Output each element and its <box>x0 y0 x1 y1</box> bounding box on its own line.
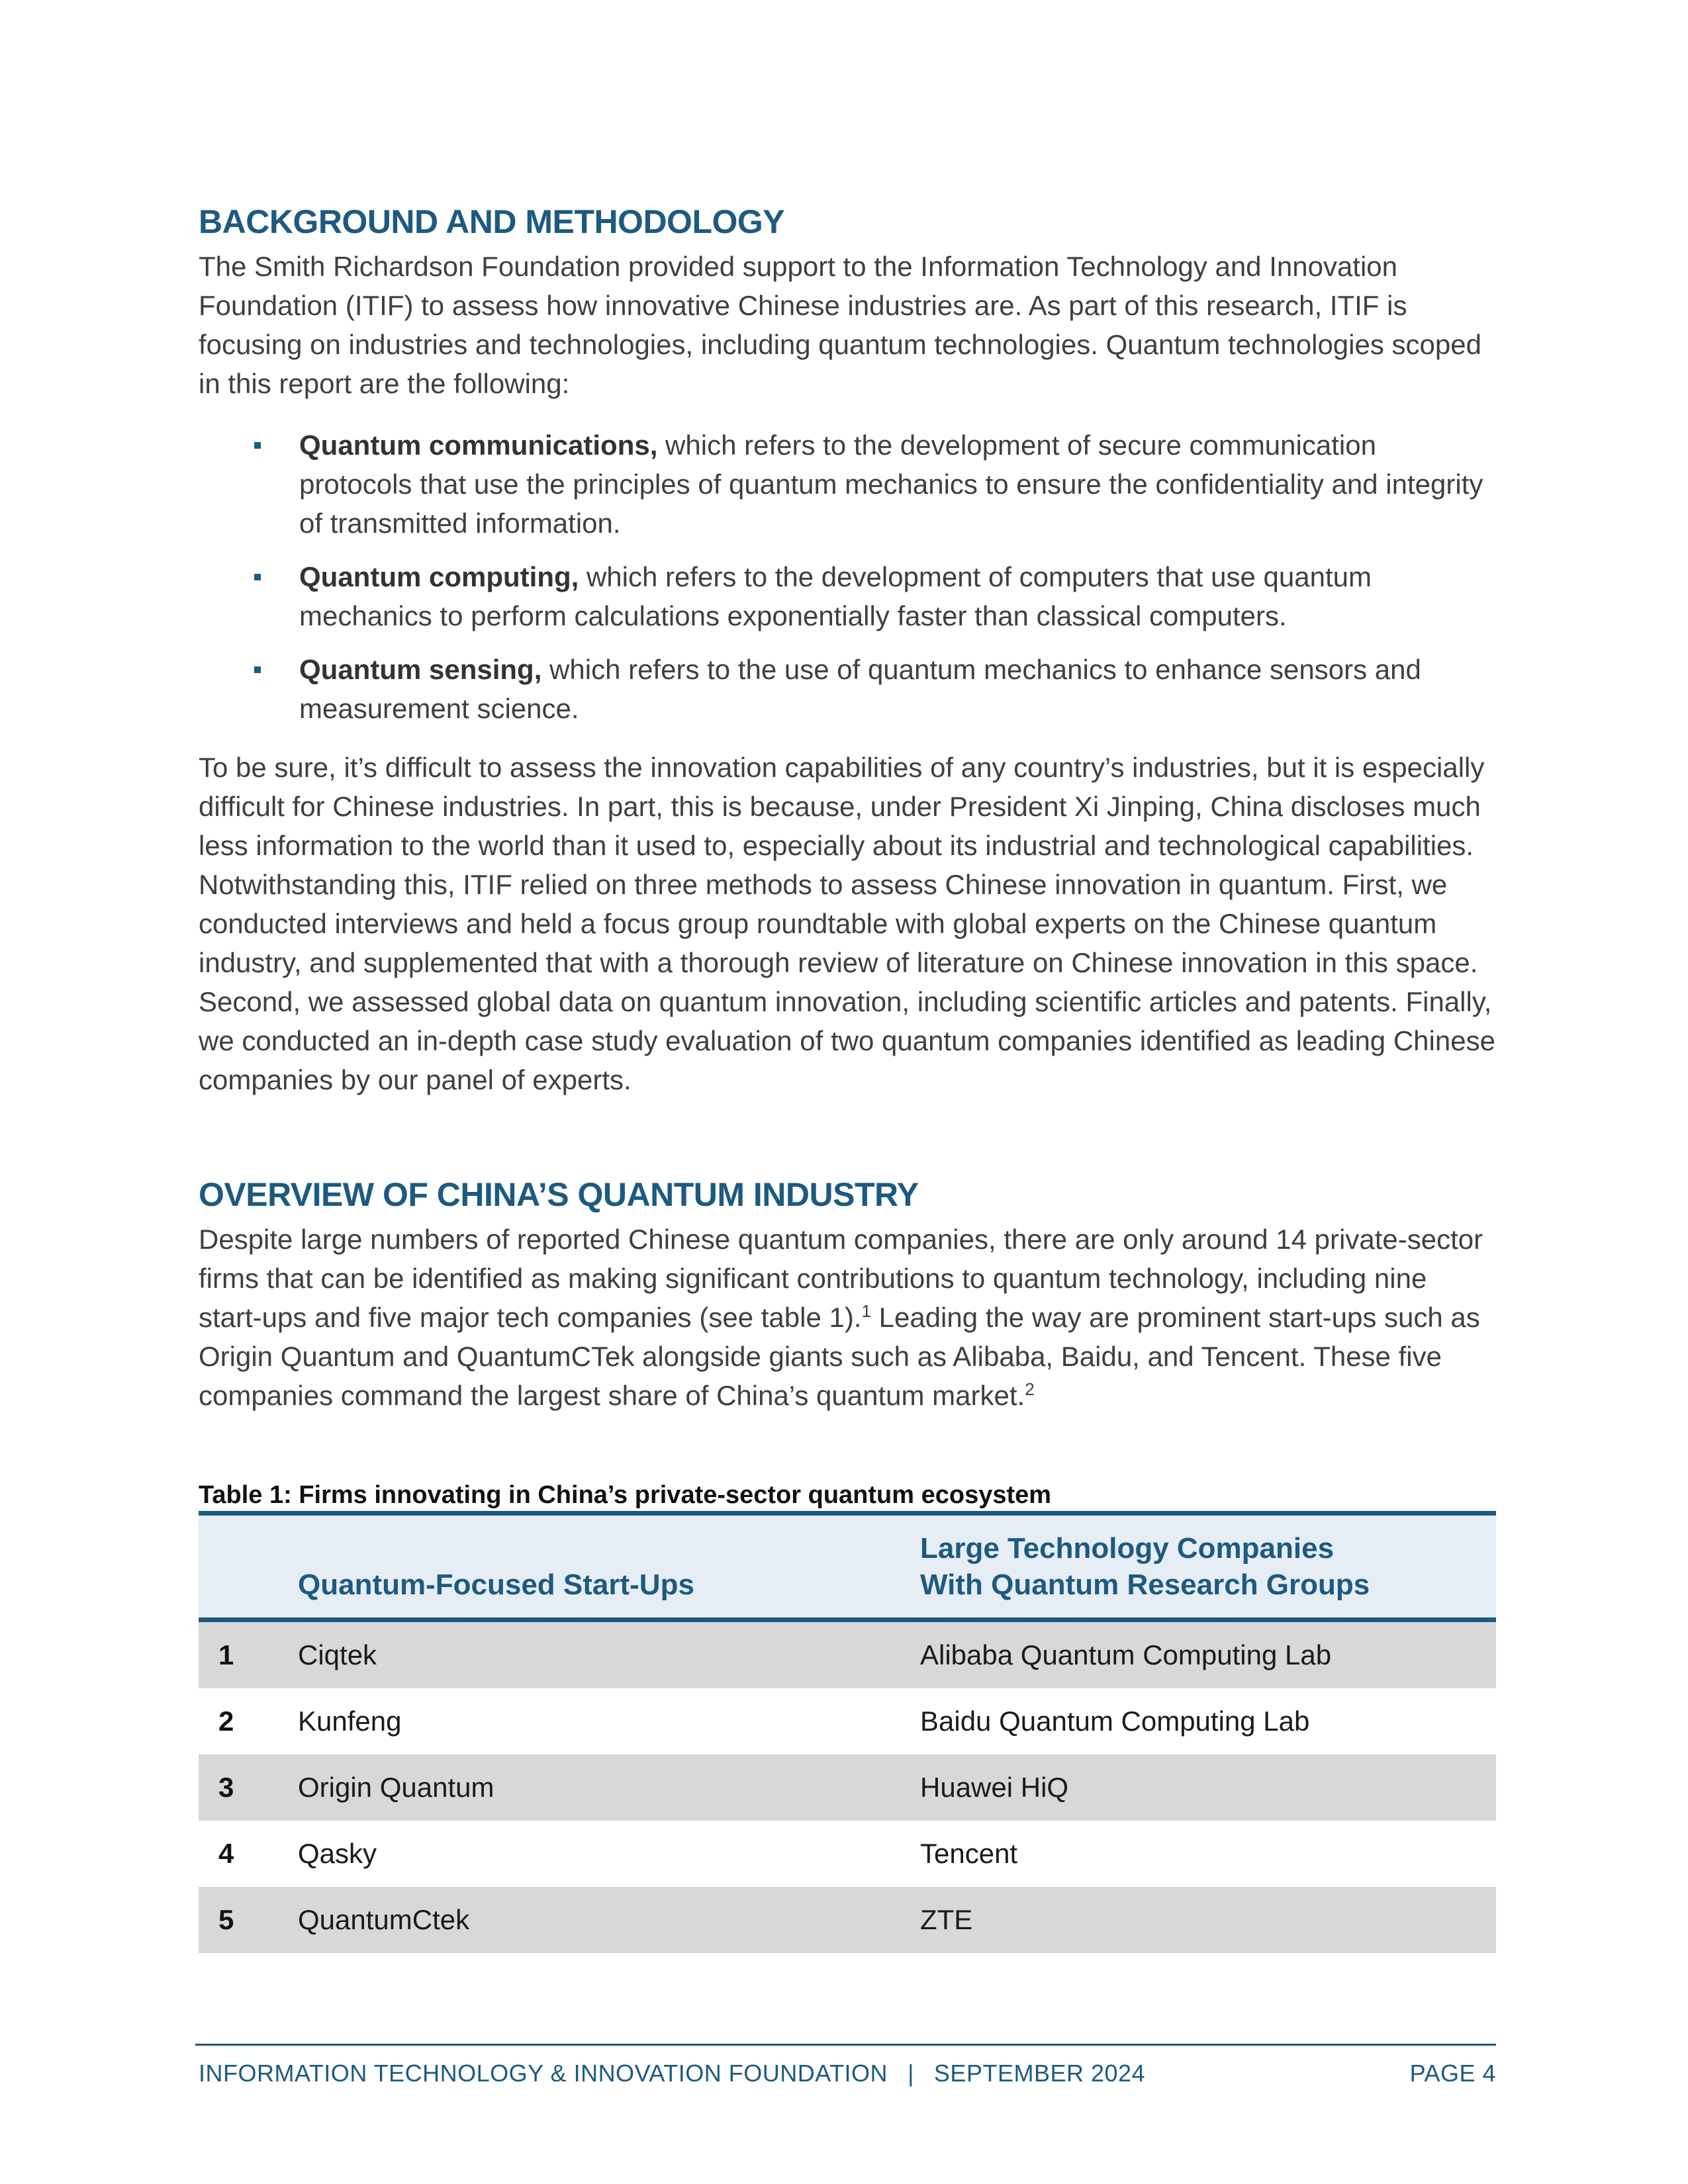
list-item <box>199 426 1496 543</box>
list-item-text: which refers to the development of computers that use quantum mechanics to perform calculations exponentially faster than classical computers. <box>299 561 1372 631</box>
header-number <box>199 1514 298 1620</box>
footer-org: INFORMATION TECHNOLOGY & INNOVATION FOUNDATION <box>199 2060 888 2087</box>
footer-date: SEPTEMBER 2024 <box>933 2060 1146 2087</box>
footer-left <box>199 2060 1145 2087</box>
table-row <box>199 1821 1496 1887</box>
row-number: 5 <box>199 1887 298 1953</box>
overview-text-part1: Despite large numbers of reported Chinese quantum companies, there are only around 14 private-sector firms that can be identified as making significant contributions to quantum technology, including nine start-ups and five major tech companies (see table 1). <box>199 1224 1483 1333</box>
overview-paragraph <box>199 1220 1496 1415</box>
table-caption: Table 1: Firms innovating in China’s private-sector quantum ecosystem <box>199 1481 1052 1509</box>
footer-page-number: PAGE 4 <box>1409 2060 1496 2087</box>
header-large-tech: Large Technology Companies With Quantum Research Groups <box>920 1514 1496 1620</box>
section-heading-overview: OVERVIEW OF CHINA’S QUANTUM INDUSTRY <box>199 1176 919 1213</box>
list-item-text: which refers to the development of secure communication protocols that use the principles of quantum mechanics to ensure the confidentiality and integrity of transmitted information. <box>299 430 1483 539</box>
quantum-tech-list <box>199 426 1496 728</box>
header-startups: Quantum-Focused Start-Ups <box>298 1514 920 1620</box>
bullet-square-icon <box>254 666 261 673</box>
section-heading-background: BACKGROUND AND METHODOLOGY <box>199 203 785 240</box>
large-tech-cell: Huawei HiQ <box>920 1754 1496 1821</box>
footnote-ref-2[interactable]: 2 <box>1025 1379 1035 1399</box>
footer-divider <box>195 2044 1496 2046</box>
row-number: 4 <box>218 1838 234 1869</box>
row-number: 3 <box>199 1754 298 1821</box>
footer-separator: | <box>908 2060 914 2087</box>
startup-cell: QuantumCtek <box>298 1887 920 1953</box>
bullet-square-icon <box>254 442 261 449</box>
table-row <box>199 1887 1496 1953</box>
large-tech-cell: Tencent <box>920 1838 1018 1869</box>
list-item-term: Quantum sensing, <box>299 654 542 685</box>
table-row <box>199 1754 1496 1821</box>
intro-paragraph: The Smith Richardson Foundation provided support to the Information Technology and Innovation Foundation (ITIF) to assess how innovative Chinese industries are. As part of this research, ITIF is focusing on industries and technologies, including quantum technologies. Quantum technologies scoped in this report are the following: <box>199 251 1481 399</box>
large-tech-cell: Baidu Quantum Computing Lab <box>920 1706 1310 1737</box>
table-row <box>199 1620 1496 1689</box>
list-item-text: which refers to the use of quantum mechanics to enhance sensors and measurement science. <box>299 654 1421 724</box>
page-footer <box>199 2060 1496 2087</box>
list-item <box>199 557 1496 635</box>
large-tech-cell: ZTE <box>920 1887 1496 1953</box>
footnote-ref-1[interactable]: 1 <box>861 1301 871 1321</box>
startup-cell: Kunfeng <box>298 1706 402 1737</box>
methodology-paragraph: To be sure, it’s difficult to assess the innovation capabilities of any country’s industries, but it is especially difficult for Chinese industries. In part, this is because, under President Xi Jinping, China discloses much less information to the world than it used to, especially about its industrial and technological capabilities. Notwithstanding this, ITIF relied on three methods to assess Chinese innovation in quantum. First, we conducted interviews and held a focus group roundtable with global experts on the Chinese quantum industry, and supplemented that with a thorough review of literature on Chinese innovation in this space. Second, we assessed global data on quantum innovation, including scientific articles and patents. Finally, we conducted an in-depth case study evaluation of two quantum companies identified as leading Chinese companies by our panel of experts. <box>199 752 1495 1095</box>
row-number: 2 <box>218 1706 234 1737</box>
table-row <box>199 1688 1496 1754</box>
startup-cell: Origin Quantum <box>298 1754 920 1821</box>
table-header-row <box>199 1514 1496 1620</box>
overview-text-part2: Leading the way are prominent start-ups such as Origin Quantum and QuantumCTek alongside giants such as Alibaba, Baidu, and Tencent. These five companies command the largest share of China’s quantum market. <box>199 1302 1480 1411</box>
startup-cell: Qasky <box>298 1838 377 1869</box>
firms-table <box>199 1511 1496 1953</box>
large-tech-cell: Alibaba Quantum Computing Lab <box>920 1620 1496 1689</box>
list-item-term: Quantum computing, <box>299 561 579 592</box>
list-item-term: Quantum communications, <box>299 430 658 461</box>
startup-cell: Ciqtek <box>298 1620 920 1689</box>
bullet-square-icon <box>254 574 261 580</box>
row-number: 1 <box>199 1620 298 1689</box>
list-item <box>199 650 1496 728</box>
